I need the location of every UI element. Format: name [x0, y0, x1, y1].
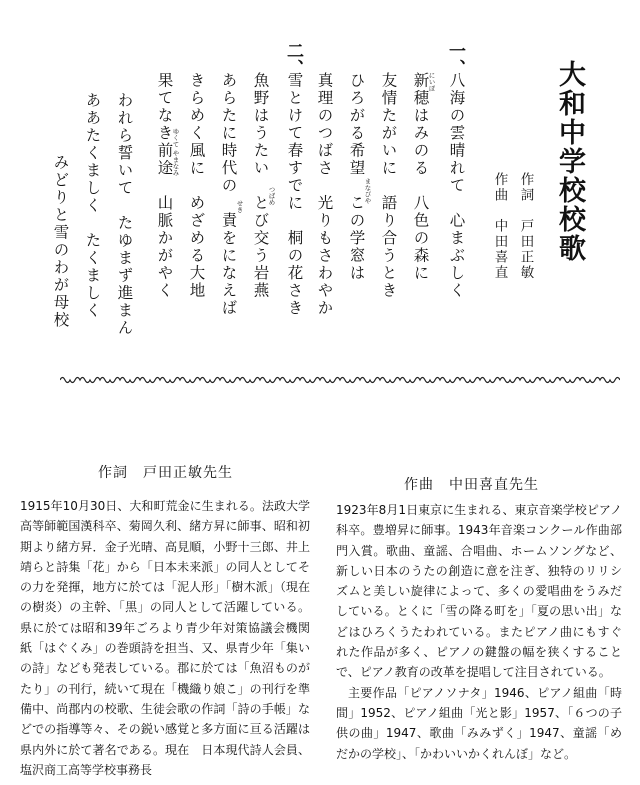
verse2-line-5: 果てなき前途 山脈かがやく — [155, 72, 174, 300]
verse1-line-2: 新穂はみのる 八色の森に — [411, 72, 430, 282]
verse1-line-3: 友情たがいに 語り合うとき — [379, 72, 398, 300]
lyricist-bio-heading: 作詞 戸田正敏先生 — [98, 465, 233, 481]
ruby-tsubame: つばめ — [267, 186, 276, 206]
composer-bio-heading: 作曲 中田喜直先生 — [404, 477, 539, 493]
verse2-line-8: みどりと雪のわが母校 — [51, 154, 70, 329]
lyricist-bio-paragraph: 1915年10月30日、大和町荒金に生まれる。法政大学高等師範国漢科卒、菊岡久利、緒方昇に師事、昭和初期より緒方昇．金子光晴、高見順，小野十三郎、井上靖らと詩集「花」から「日本未来派」の同人としてその力を発揮，地方に於ては「泥人形」「樹木派」（現在の樹炎）の主幹、「黒」の同人として活躍している。県に於ては昭和39年ごろより青少年対策協議会機関紙「はぐくみ」の巻頭詩を担当、又、県青少年「集いの詩」なども発表している。郡に於ては「魚沼ものがたり」の刊行，続いて現在「機織り娘こ」の刊行を準備中、尚郡内の校歌、生徒会歌の作詞「詩の手帳」などでの指導等々、その鋭い感覚と多方面に亘る活躍は県内外に於て著名である。現在 日本現代詩人会員、塩沢商工高等学校事務長 — [20, 499, 310, 777]
verse2-number: 二、 — [283, 42, 303, 76]
verse2-line-2: 魚野はうたい とび交う岩燕 — [251, 72, 270, 300]
ruby-yamanami: やまなみ — [171, 150, 180, 176]
verse2-line-7: ああたくましく たくましく — [83, 92, 102, 320]
ruby-yuku: ゆくて — [171, 128, 180, 148]
verse1-line-5: 真理のつばさ 光りもさわやか — [315, 72, 334, 317]
composer-credit: 作曲 中田喜直 — [491, 172, 508, 281]
composer-works-paragraph: 主要作品「ピアノソナタ」1946、ピアノ組曲「時間」1952、ピアノ組曲「光と影」1957、「６つの子供の曲」1947、歌曲「みみずく」1947、童謡「めだかの学校」、「かわいいかくれんぼ」など。 — [336, 685, 622, 761]
composer-bio-paragraph: 1923年8月1日東京に生まれる、東京音楽学校ピアノ科卒。豊増昇に師事。1943年音楽コンクール作曲部門入賞。歌曲、童謡、合唱曲、ホームソングなど、新しい日本のうたの創造に意を注ぎ、独特のリリシズムと美しい旋律によって、多くの愛唱曲をうみだしている。とくに「雪の降る町を」「夏の思い出」などはひろくうたわれている。またピアノ曲にもすぐれた作品が多く、ピアノの鍵盤の幅を狭くすることで、ピアノ教育の改革を提唱して注目されている。 — [336, 503, 622, 680]
song-title: 大和中学校校歌 — [554, 60, 585, 263]
verse1-line-1: 八海の雲晴れて 心まぶしく — [447, 72, 466, 300]
verse1-number: 一、 — [445, 42, 465, 76]
verse2-line-4: きらめく風に めざめる大地 — [187, 72, 206, 300]
lyricist-bio-text — [20, 496, 310, 780]
ruby-manabiya: まなびや — [363, 178, 372, 204]
verse1-line-4: ひろがる希望 この学窓は — [347, 72, 366, 282]
verse2-line-3: あらたに時代の 責をになえば — [219, 72, 238, 317]
ruby-seki: せき — [235, 200, 244, 213]
ruby-niibo: にいぼ — [427, 72, 436, 92]
verse2-line-1: 雪とけて春すでに 桐の花さき — [285, 72, 304, 317]
lyricist-credit: 作詞 戸田正敏 — [517, 172, 534, 281]
verse2-line-6: われら誓いて たゆまず進まん — [115, 92, 134, 337]
wavy-divider — [60, 374, 620, 386]
composer-bio-text — [336, 500, 622, 764]
